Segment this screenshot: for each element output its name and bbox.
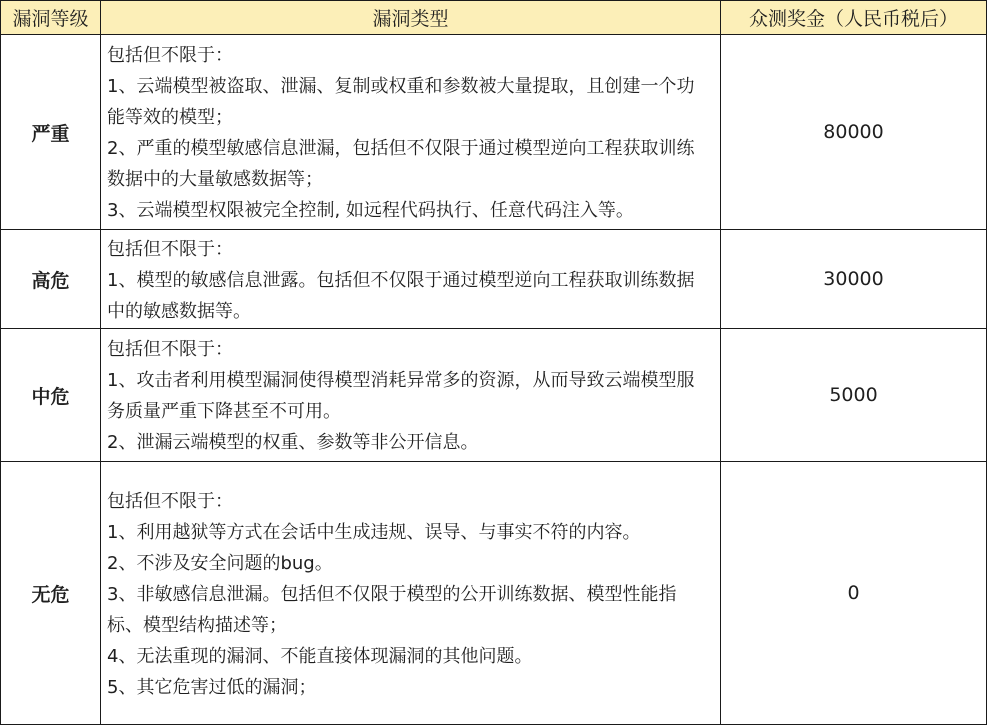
type-item: 1、模型的敏感信息泄露。包括但不仅限于通过模型逆向工程获取训练数据中的敏感数据等。 — [107, 269, 695, 322]
type-item: 1、攻击者利用模型漏洞使得模型消耗异常多的资源，从而导致云端模型服务质量严重下降甚至不可用。 — [107, 370, 695, 422]
type-item: 4、无法重现的漏洞、不能直接体现漏洞的其他问题。 — [107, 645, 533, 667]
reward-cell: 0 — [721, 462, 987, 725]
type-intro: 包括但不限于： — [107, 339, 233, 360]
type-intro: 包括但不限于： — [107, 45, 233, 66]
type-cell — [101, 35, 721, 230]
type-item: 5、其它危害过低的漏洞； — [107, 676, 317, 698]
type-cell — [101, 462, 721, 725]
type-item: 2、泄漏云端模型的权重、参数等非公开信息。 — [107, 432, 479, 453]
level-cell: 无危 — [1, 462, 101, 725]
header-row — [1, 1, 987, 35]
type-item: 3、云端模型权限被完全控制, 如远程代码执行、任意代码注入等。 — [107, 200, 634, 221]
type-item: 1、利用越狱等方式在会话中生成违规、误导、与事实不符的内容。 — [107, 521, 641, 543]
type-intro: 包括但不限于： — [107, 238, 233, 260]
table-row — [1, 462, 987, 725]
reward-cell: 5000 — [721, 329, 987, 462]
type-item: 2、严重的模型敏感信息泄漏，包括但不仅限于通过模型逆向工程获取训练数据中的大量敏感数据等； — [107, 138, 695, 190]
type-item: 3、非敏感信息泄漏。包括但不仅限于模型的公开训练数据、模型性能指标、模型结构描述等； — [107, 583, 677, 636]
header-reward: 众测奖金（人民币税后） — [721, 1, 987, 35]
level-cell: 中危 — [1, 329, 101, 462]
table-row — [1, 35, 987, 230]
type-cell — [101, 230, 721, 329]
header-level: 漏洞等级 — [1, 1, 101, 35]
type-item: 2、不涉及安全问题的bug。 — [107, 552, 333, 574]
table-row — [1, 230, 987, 329]
reward-cell: 30000 — [721, 230, 987, 329]
type-intro: 包括但不限于： — [107, 490, 233, 512]
type-cell — [101, 329, 721, 462]
type-item: 1、云端模型被盗取、泄漏、复制或权重和参数被大量提取，且创建一个功能等效的模型； — [107, 76, 695, 128]
level-cell: 高危 — [1, 230, 101, 329]
table-row — [1, 329, 987, 462]
level-cell: 严重 — [1, 35, 101, 230]
reward-cell: 80000 — [721, 35, 987, 230]
header-type: 漏洞类型 — [101, 1, 721, 35]
